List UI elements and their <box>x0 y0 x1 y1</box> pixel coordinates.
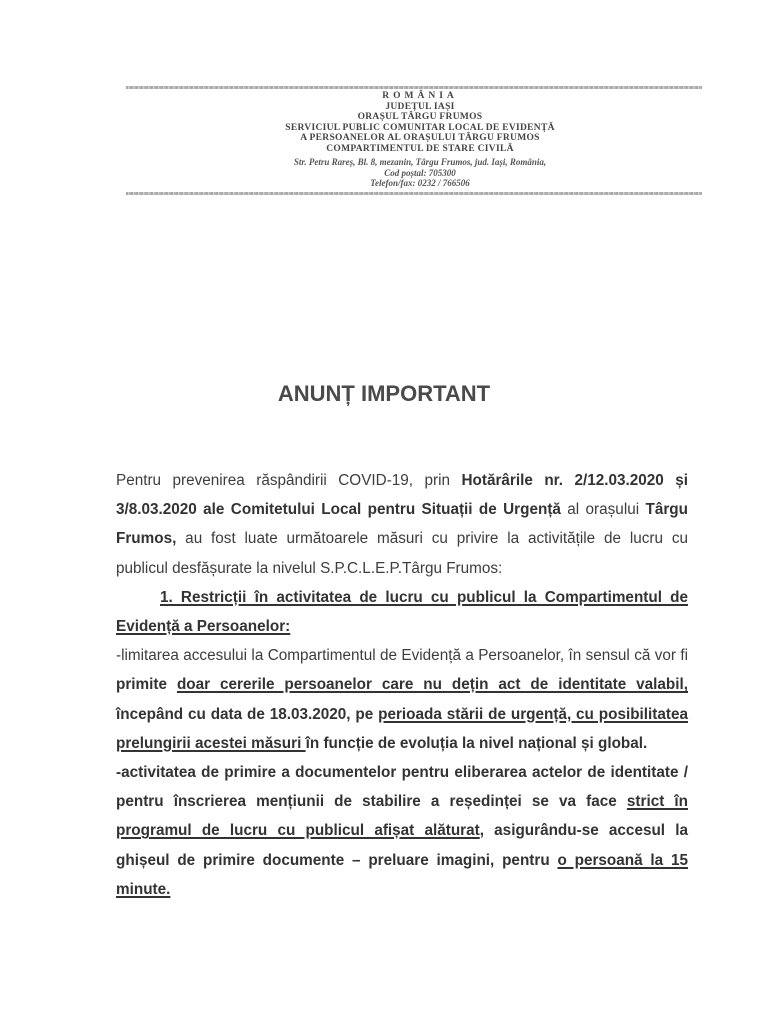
header-county: JUDEȚUL IAȘI <box>385 101 455 112</box>
paragraph1-underlined-1: doar cererile persoanelor care nu dețin act de identitate valabil, <box>176 676 688 694</box>
announcement-body <box>116 466 688 904</box>
header-department: COMPARTIMENTUL DE STARE CIVILĂ <box>326 143 514 154</box>
paragraph1-text-1: -limitarea accesului la Compartimentul de Evidență a Persoanelor, în sensul că vor fi <box>116 647 688 665</box>
header-service-line1: SERVICIUL PUBLIC COMUNITAR LOCAL DE EVIDENȚĂ <box>285 122 555 133</box>
paragraph1-bold-2: începând cu data de 18.03.2020, pe <box>116 705 379 723</box>
paragraph2-underlined-1: strict în programul de lucru cu publicul afișat alăturat <box>116 793 688 840</box>
institution-address <box>200 157 640 189</box>
intro-town-name: Târgu Frumos, <box>116 501 688 548</box>
header-service-line2: A PERSOANELOR AL ORAȘULUI TÂRGU FRUMOS <box>300 133 540 143</box>
intro-decision-reference: Hotărârile nr. 2/12.03.2020 și 3/8.03.2020 ale Comitetului Local pentru Situații de Urgență <box>116 472 688 519</box>
section1-heading: 1. Restricții în activitatea de lucru cu publicul la Compartimentul de Evidență a Persoanelor: <box>116 588 688 636</box>
header-top-rule <box>126 86 702 89</box>
address-street: Str. Petru Rareș, Bl. 8, mezanin, Târgu Frumos, jud. Iași, România, <box>293 157 547 167</box>
paragraph1-underlined-2: perioada stării de urgență, cu posibilitatea prelungirii acestei măsuri <box>116 705 688 752</box>
document-title: ANUNȚ IMPORTANT <box>277 381 491 406</box>
intro-paragraph <box>116 466 688 583</box>
address-phone: Telefon/fax: 0232 / 766506 <box>370 178 470 188</box>
section1-heading-line <box>116 583 688 641</box>
intro-text-2: al orașului <box>560 501 646 519</box>
header-country: ROMÂNIA <box>382 91 458 101</box>
paragraph2 <box>116 758 688 904</box>
paragraph1 <box>116 641 688 758</box>
paragraph1-bold-3: în funcție de evoluția la nivel național și global. <box>305 734 648 752</box>
intro-text-1: Pentru prevenirea răspândirii COVID-19, prin <box>116 472 462 489</box>
paragraph1-bold-1: primite <box>116 676 177 694</box>
header-bottom-rule <box>126 192 702 195</box>
institution-header <box>200 91 640 154</box>
paragraph2-bold-2: , asigurându-se accesul la ghișeul de primire documente – preluare imagini, pentru <box>116 822 688 869</box>
header-town: ORAȘUL TÂRGU FRUMOS <box>357 112 483 122</box>
paragraph2-bold-1: -activitatea de primire a documentelor pentru eliberarea actelor de identitate / pentru înscrierea mențiunii de stabilire a reședinței se va face <box>116 764 688 811</box>
paragraph2-underlined-2: o persoană la 15 minute. <box>116 851 689 898</box>
address-postal-code: Cod poștal: 705300 <box>384 167 456 178</box>
intro-text-3: au fost luate următoarele măsuri cu privire la activitățile de lucru cu publicul desfășurate la nivelul S.P.C.L.E.P.Târgu Frumos: <box>116 530 688 577</box>
